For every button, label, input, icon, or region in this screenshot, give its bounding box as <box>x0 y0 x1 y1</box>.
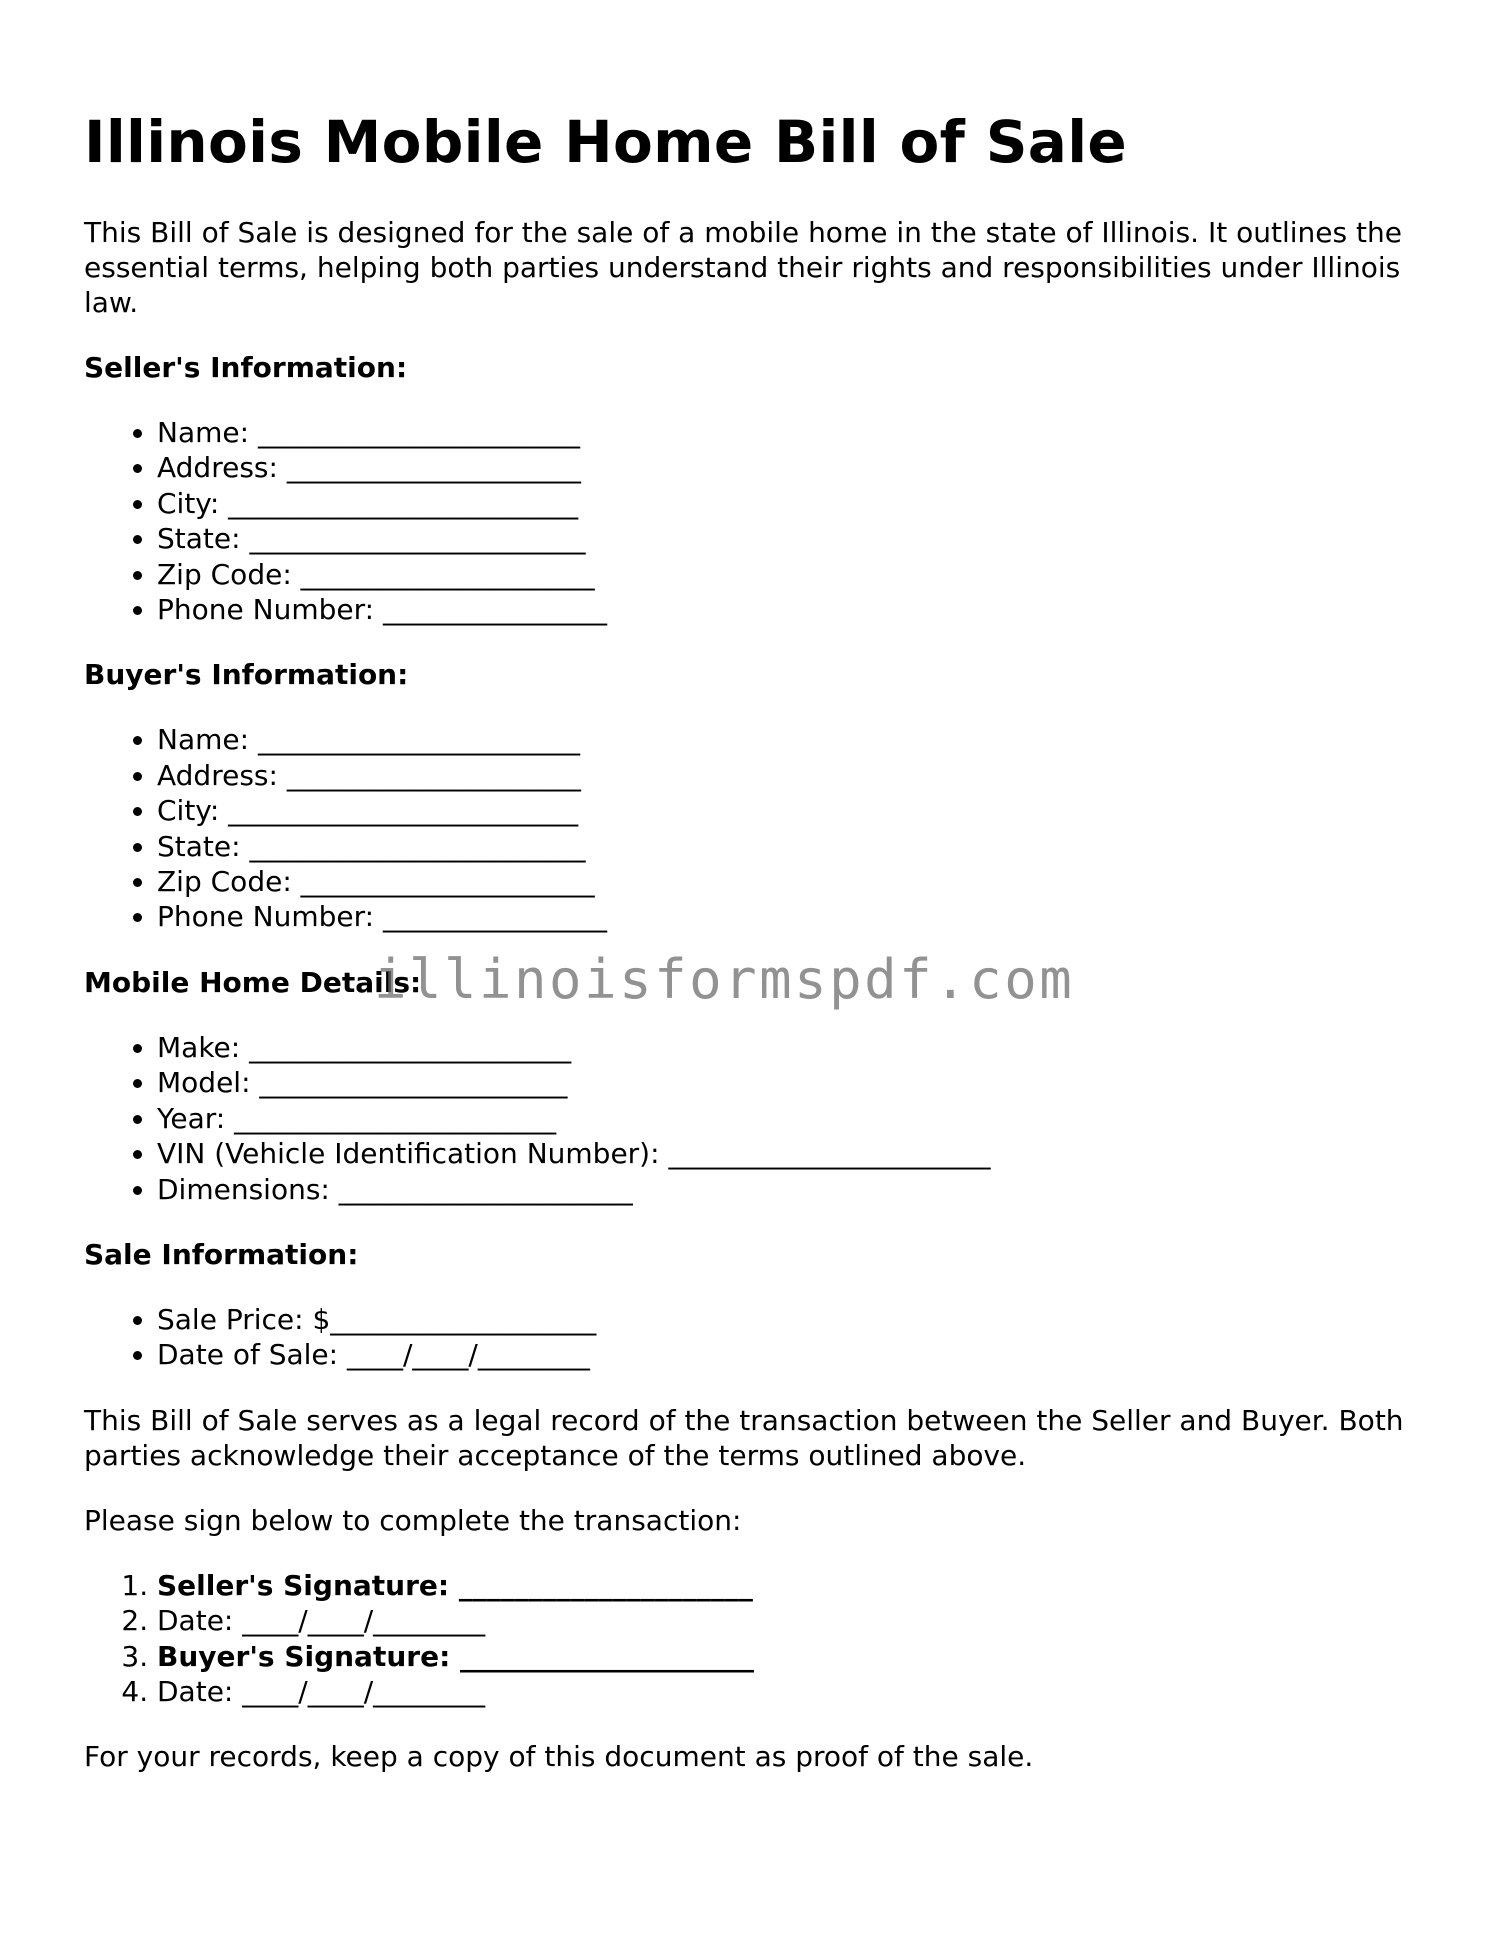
sale-list <box>84 1302 1444 1373</box>
seller-date-item: 2. Date: ____/____/________ <box>157 1603 1444 1638</box>
seller-heading: Seller's Information: <box>84 351 408 384</box>
sale-heading: Sale Information: <box>84 1237 359 1271</box>
seller-address-field: • Address: _____________________ <box>157 450 1444 485</box>
seller-state-field: • State: ________________________ <box>157 521 1444 556</box>
sign-prompt: Please sign below to complete the transaction: <box>84 1503 742 1537</box>
seller-phone-field: • Phone Number: ________________ <box>157 592 1444 627</box>
seller-name-field: • Name: _______________________ <box>157 415 1444 450</box>
sale-date-field: • Date of Sale: ____/____/________ <box>157 1337 1444 1372</box>
year-field: • Year: _______________________ <box>157 1101 1444 1136</box>
footer-note: For your records, keep a copy of this document as proof of the sale. <box>84 1740 1034 1774</box>
seller-list <box>84 415 1444 627</box>
buyer-date-item: 4. Date: ____/____/________ <box>157 1674 1444 1709</box>
buyer-signature-label: Buyer's Signature: <box>157 1639 451 1673</box>
buyer-list <box>84 722 1444 934</box>
buyer-name-field: • Name: _______________________ <box>157 722 1444 757</box>
buyer-heading: Buyer's Information: <box>84 658 409 692</box>
buyer-signature-line: _____________________ <box>450 1639 755 1673</box>
buyer-zip-field: • Zip Code: _____________________ <box>157 864 1444 899</box>
watermark-text: illinoisformspdf.com <box>374 948 1075 1011</box>
intro-paragraph: This Bill of Sale is designed for the sale of a mobile home in the state of Illinois. It outlines the essential terms, helping both parties understand their rights and responsibilities under Illinois law. <box>84 216 1402 319</box>
make-field: • Make: _______________________ <box>157 1030 1444 1065</box>
buyer-phone-field: • Phone Number: ________________ <box>157 899 1444 934</box>
seller-zip-field: • Zip Code: _____________________ <box>157 557 1444 592</box>
vin-field: • VIN (Vehicle Identification Number): _______________________ <box>157 1136 1444 1171</box>
mobile-home-heading: Mobile Home Details: <box>84 965 422 999</box>
sale-price-field: • Sale Price: $___________________ <box>157 1302 1444 1337</box>
mobile-home-list <box>84 1030 1444 1207</box>
model-field: • Model: ______________________ <box>157 1065 1444 1100</box>
document-page <box>84 0 1444 1774</box>
seller-signature-item <box>157 1568 1444 1603</box>
seller-signature-label: Seller's Signature: <box>157 1568 450 1602</box>
legal-paragraph: This Bill of Sale serves as a legal record of the transaction between the Seller and Buyer. Both parties acknowledge their acceptance of the terms outlined above. <box>84 1403 1404 1472</box>
seller-city-field: • City: _________________________ <box>157 486 1444 521</box>
buyer-address-field: • Address: _____________________ <box>157 758 1444 793</box>
seller-signature-line: _____________________ <box>449 1568 753 1602</box>
dimensions-field: • Dimensions: _____________________ <box>157 1172 1444 1207</box>
buyer-city-field: • City: _________________________ <box>157 793 1444 828</box>
signature-list <box>84 1568 1444 1710</box>
buyer-signature-item <box>157 1639 1444 1674</box>
buyer-state-field: • State: ________________________ <box>157 829 1444 864</box>
page-title: Illinois Mobile Home Bill of Sale <box>84 108 1128 176</box>
